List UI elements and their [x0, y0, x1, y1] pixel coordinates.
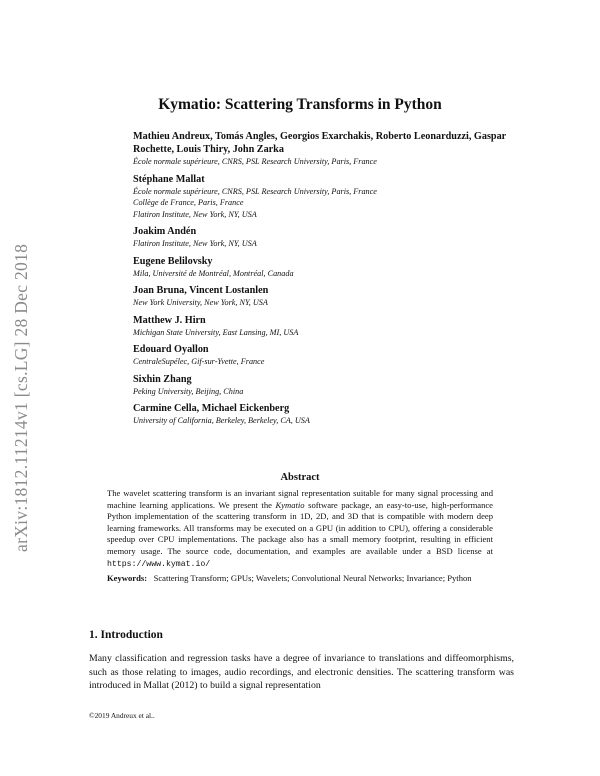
author-names: Stéphane Mallat [133, 173, 205, 185]
author-block [133, 284, 523, 309]
author-affiliation: Flatiron Institute, New York, NY, USA [133, 209, 257, 219]
section-heading: 1. Introduction [89, 629, 163, 641]
author-block [133, 225, 523, 250]
author-block [133, 343, 523, 368]
author-names: Mathieu Andreux, Tomás Angles, Georgios Exarchakis, Roberto Leonarduzzi, Gaspar Rochette, Louis Thiry, John Zarka [133, 131, 507, 155]
keywords-label: Keywords: [107, 573, 148, 584]
abstract-body [107, 488, 493, 570]
author-affiliation: CentraleSupélec, Gif-sur-Yvette, France [133, 357, 265, 366]
author-affiliation: New York University, New York, NY, USA [133, 298, 268, 307]
author-block [133, 173, 523, 221]
project-url-link[interactable]: https://www.kymat.io/ [107, 559, 211, 569]
author-block [133, 130, 523, 168]
author-affiliation: École normale supérieure, CNRS, PSL Research University, Paris, France [133, 157, 377, 166]
copyright-footer: ©2019 Andreux et al.. [89, 711, 155, 720]
author-names: Eugene Belilovsky [133, 255, 213, 267]
author-affiliation: Collège de France, Paris, France [133, 198, 244, 207]
author-block [133, 373, 523, 398]
author-names: Sixhin Zhang [133, 373, 192, 385]
author-affiliation: École normale supérieure, CNRS, PSL Research University, Paris, France [133, 186, 377, 196]
abstract-text-part-2: software package, an easy-to-use, high-performance Python implementation of the scattering transform in 1D, 2D, and 3D that is compatible with modern deep learning frameworks. All transforms may be executed on a GPU (in addition to CPU), offering a considerable speedup over CPU implementations. The package also has a small memory footprint, resulting in efficient memory usage. The source code, documentation, and examples are available under a BSD license at [107, 499, 494, 556]
abstract-section [107, 472, 493, 585]
author-affiliation: Michigan State University, East Lansing, MI, USA [133, 327, 299, 337]
author-names: Carmine Cella, Michael Eickenberg [133, 403, 290, 414]
arxiv-identifier: arXiv:1812.11214v1 [cs.LG] 28 Dec 2018 [11, 243, 31, 552]
software-name: Kymatio [275, 499, 305, 510]
author-affiliation: Peking University, Beijing, China [133, 386, 244, 396]
author-names: Joan Bruna, Vincent Lostanlen [133, 285, 269, 296]
author-block [133, 255, 523, 280]
author-names: Matthew J. Hirn [133, 314, 206, 326]
author-affiliation: Mila, Université de Montréal, Montréal, Canada [133, 268, 294, 278]
keywords-list: Scattering Transform; GPUs; Wavelets; Convolutional Neural Networks; Invariance; Python [153, 573, 472, 584]
author-names: Edouard Oyallon [133, 344, 209, 355]
paper-title: Kymatio: Scattering Transforms in Python [158, 96, 442, 113]
section-body: Many classification and regression tasks have a degree of invariance to translations and diffeomorphisms, such as those relating to images, audio recordings, and electronic densities. The scattering transform was introduced in Mallat (2012) to build a signal representation [89, 653, 514, 691]
keywords [107, 573, 493, 585]
author-block [133, 314, 523, 339]
abstract-heading: Abstract [280, 472, 320, 483]
author-affiliation: Flatiron Institute, New York, NY, USA [133, 239, 257, 248]
author-affiliation: University of California, Berkeley, Berkeley, CA, USA [133, 416, 310, 425]
author-list [133, 130, 523, 432]
abstract-text-part-1: The wavelet scattering transform is an invariant signal representation suitable for many signal processing and machine learning applications. We present the [107, 488, 493, 510]
author-block [133, 402, 523, 427]
author-names: Joakim Andén [133, 226, 197, 237]
